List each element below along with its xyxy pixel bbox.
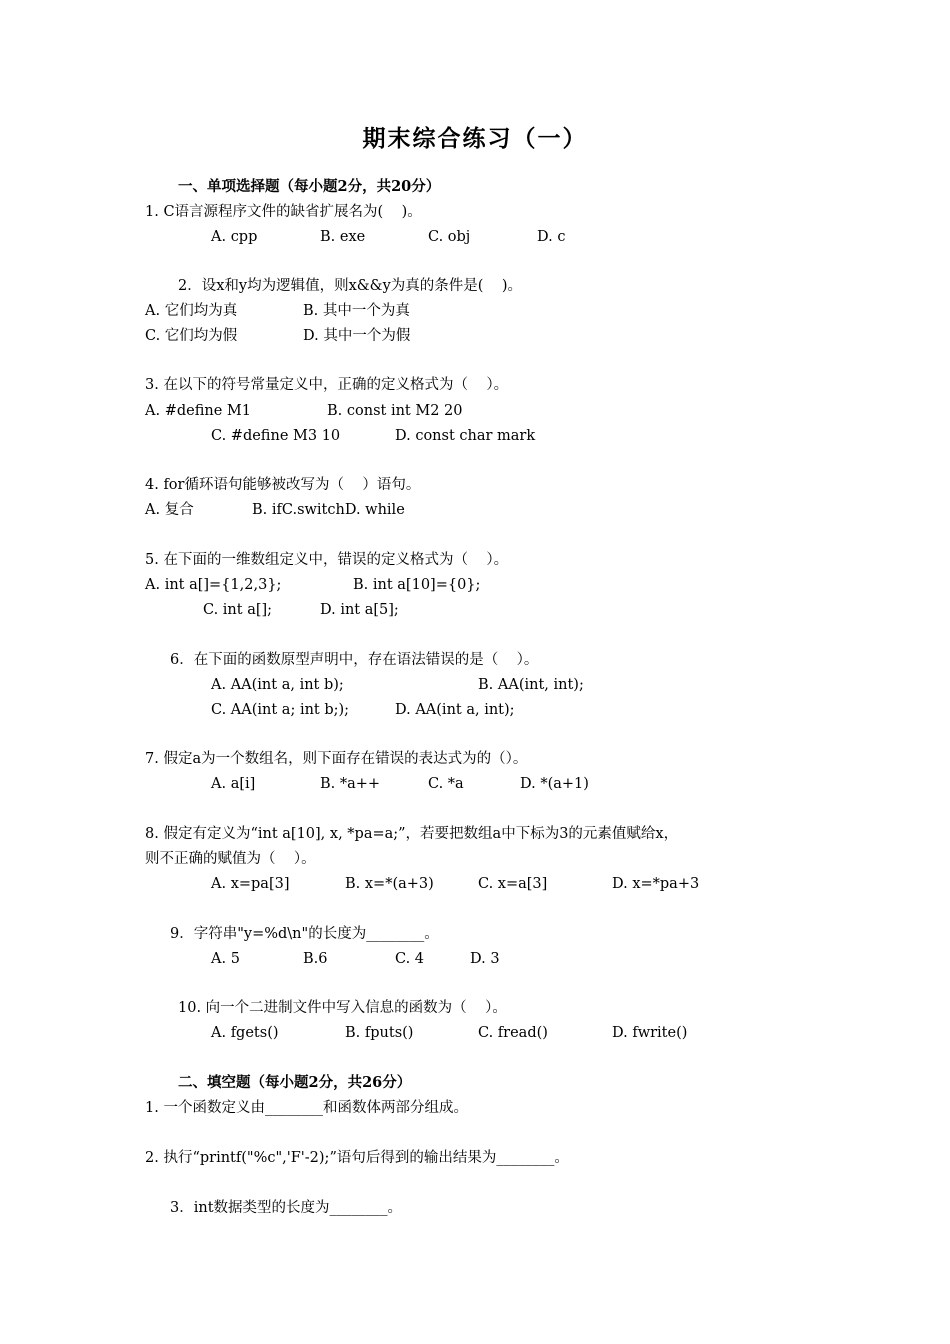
question-7-option-c: C. *a [428, 776, 464, 792]
question-6-option-a: A. AA(int a, int b); [211, 677, 344, 693]
question-9-stem: 9．字符串"y=%d\n"的长度为________。 [170, 926, 439, 942]
question-9-option-b: B.6 [303, 951, 328, 967]
question-2-option-c: C. 它们均为假 [145, 328, 238, 344]
question-3-option-d: D. const char mark [395, 428, 536, 444]
question-6-option-d: D. AA(int a, int); [395, 702, 515, 718]
question-1-option-d: D. c [537, 229, 566, 245]
question-4-option-bcd: B. ifC.switchD. while [252, 502, 405, 518]
question-8-option-d: D. x=*pa+3 [612, 876, 700, 892]
fill-question-2: 2. 执行“printf("%c",'F'-2);”语句后得到的输出结果为________。 [145, 1150, 569, 1166]
question-10-option-d: D. fwrite() [612, 1025, 688, 1041]
question-9-option-d: D. 3 [470, 951, 500, 967]
question-2-option-a: A. 它们均为真 [145, 303, 238, 319]
question-5-option-c: C. int a[]; [203, 602, 273, 618]
fill-question-1: 1. 一个函数定义由________和函数体两部分组成。 [145, 1100, 468, 1116]
question-8-option-b: B. x=*(a+3) [345, 876, 434, 892]
question-3-option-b: B. const int M2 20 [327, 403, 463, 419]
question-8-option-a: A. x=pa[3] [211, 876, 290, 892]
question-9-option-a: A. 5 [211, 951, 240, 967]
question-1-option-a: A. cpp [211, 229, 258, 245]
question-10-stem: 10. 向一个二进制文件中写入信息的函数为（ ）。 [178, 1000, 507, 1016]
question-6-stem: 6．在下面的函数原型声明中，存在语法错误的是（ ）。 [170, 652, 539, 668]
question-3-stem: 3. 在以下的符号常量定义中，正确的定义格式为（ ）。 [145, 377, 509, 393]
question-4-stem: 4. for循环语句能够被改写为（ ）语句。 [145, 477, 421, 493]
question-1-option-c: C. obj [428, 229, 471, 245]
question-5-stem: 5. 在下面的一维数组定义中，错误的定义格式为（ ）。 [145, 552, 509, 568]
section-heading-fill-blank: 二、填空题（每小题2分，共26分） [178, 1074, 412, 1091]
question-9-option-c: C. 4 [395, 951, 425, 967]
question-6-option-b: B. AA(int, int); [478, 677, 584, 693]
question-2-option-b: B. 其中一个为真 [303, 303, 410, 319]
question-6-option-c: C. AA(int a; int b;); [211, 702, 350, 718]
question-8-option-c: C. x=a[3] [478, 876, 548, 892]
page-title: 期末综合练习（一） [362, 125, 588, 152]
question-2-stem: 2．设x和y均为逻辑值，则x&&y为真的条件是( )。 [178, 278, 523, 294]
question-10-option-a: A. fgets() [211, 1025, 279, 1041]
question-3-option-a: A. #define M1 [145, 403, 251, 419]
question-10-option-b: B. fputs() [345, 1025, 414, 1041]
question-1-option-b: B. exe [320, 229, 366, 245]
question-5-option-d: D. int a[5]; [320, 602, 399, 618]
question-7-option-a: A. a[i] [211, 776, 256, 792]
section-heading-choice: 一、单项选择题（每小题2分，共20分） [178, 178, 441, 195]
question-8-stem: 8. 假定有定义为“int a[10], x, *pa=a;”，若要把数组a中下标为3的元素值赋给x， [145, 826, 679, 842]
question-2-option-d: D. 其中一个为假 [303, 328, 411, 344]
question-5-option-a: A. int a[]={1,2,3}; [145, 577, 282, 593]
question-3-option-c: C. #define M3 10 [211, 428, 341, 444]
question-7-stem: 7. 假定a为一个数组名，则下面存在错误的表达式为的（）。 [145, 751, 528, 767]
question-1-stem: 1. C语言源程序文件的缺省扩展名为( )。 [145, 204, 422, 220]
question-4-option-a: A. 复合 [145, 502, 194, 518]
question-8-stem-continued: 则不正确的赋值为（ ）。 [145, 851, 316, 867]
question-5-option-b: B. int a[10]={0}; [353, 577, 481, 593]
question-7-option-d: D. *(a+1) [520, 776, 589, 792]
question-7-option-b: B. *a++ [320, 776, 381, 792]
question-10-option-c: C. fread() [478, 1025, 548, 1041]
fill-question-3: 3．int数据类型的长度为________。 [170, 1200, 403, 1216]
